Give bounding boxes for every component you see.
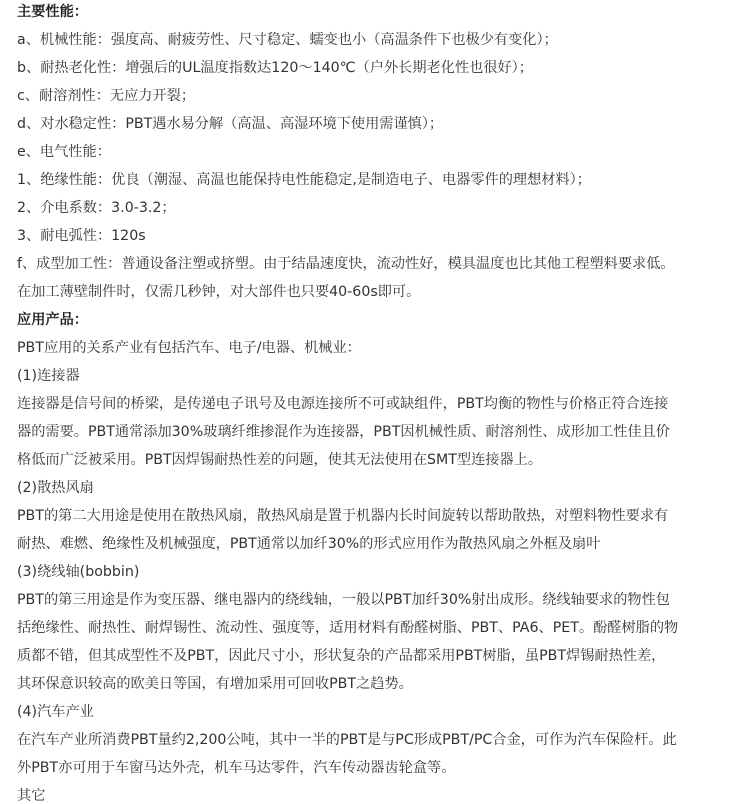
application-line: 在汽车产业所消费PBT量约2,200公吨，其中一半的PBT是与PC形成PBT/PC合金，可作为汽车保险杆。此 (17, 732, 677, 748)
performance-item: d、对水稳定性：PBT遇水易分解（高温、高湿环境下使用需谨慎）； (17, 116, 444, 132)
performance-item: 2、介电系数：3.0-3.2； (17, 200, 176, 216)
performance-item: 3、耐电弧性：120s (17, 228, 146, 244)
application-line: 器的需要。PBT通常添加30%玻璃纤维掺混作为连接器，PBT因机械性质、耐溶剂性、成形加工性佳且价 (17, 424, 670, 440)
application-subheading: 其它 (17, 788, 46, 804)
application-line: PBT的第三用途是作为变压器、继电器内的绕线轴，一般以PBT加纤30%射出成形。绕线轴要求的物性包 (17, 592, 670, 608)
performance-item: c、耐溶剂性：无应力开裂； (17, 88, 196, 104)
application-subheading: (2)散热风扇 (17, 480, 94, 496)
application-line: PBT的第二大用途是使用在散热风扇，散热风扇是置于机器内长时间旋转以帮助散热，对塑料物性要求有 (17, 508, 669, 524)
application-subheading: (3)绕线轴(bobbin) (17, 564, 140, 580)
section-heading-application: 应用产品： (17, 312, 88, 328)
application-line: 外PBT亦可用于车窗马达外壳，机车马达零件，汽车传动器齿轮盒等。 (17, 760, 456, 776)
application-line: 括绝缘性、耐热性、耐焊锡性、流动性、强度等，适用材料有酚醛树脂、PBT、PA6、PET。酚醛树脂的物 (17, 620, 679, 636)
application-line: 耐热、难燃、绝缘性及机械强度，PBT通常以加纤30%的形式应用作为散热风扇之外框及扇叶 (17, 536, 601, 552)
application-line: 连接器是信号间的桥梁，是传递电子讯号及电源连接所不可或缺组件，PBT均衡的物性与价格正符合连接 (17, 396, 669, 412)
application-subheading: (4)汽车产业 (17, 704, 94, 720)
performance-item: 1、绝缘性能：优良（潮湿、高温也能保持电性能稳定,是制造电子、电器零件的理想材料）； (17, 172, 591, 188)
application-line: 格低而广泛被采用。PBT因焊锡耐热性差的问题，使其无法使用在SMT型连接器上。 (17, 452, 543, 468)
performance-item: a、机械性能：强度高、耐疲劳性、尺寸稳定、蠕变也小（高温条件下也极少有变化）； (17, 32, 558, 48)
performance-item: e、电气性能： (17, 144, 111, 160)
application-line: PBT应用的关系产业有包括汽车、电子/电器、机械业： (17, 340, 361, 356)
application-line: 质都不错，但其成型性不及PBT，因此尺寸小，形状复杂的产品都采用PBT树脂，虽PBT焊锡耐热性差， (17, 648, 666, 664)
application-line: 其环保意识较高的欧美日等国，有增加采用可回收PBT之趋势。 (17, 676, 413, 692)
performance-item: f、成型加工性：普通设备注塑或挤塑。由于结晶速度快，流动性好，模具温度也比其他工程塑料要求低。 (17, 256, 675, 272)
performance-item: b、耐热老化性：增强后的UL温度指数达120～140℃（户外长期老化性也很好）； (17, 60, 533, 76)
performance-item: 在加工薄壁制件时，仅需几秒钟，对大部件也只要40-60s即可。 (17, 284, 421, 300)
section-heading-performance: 主要性能： (17, 4, 88, 20)
application-subheading: (1)连接器 (17, 368, 80, 384)
